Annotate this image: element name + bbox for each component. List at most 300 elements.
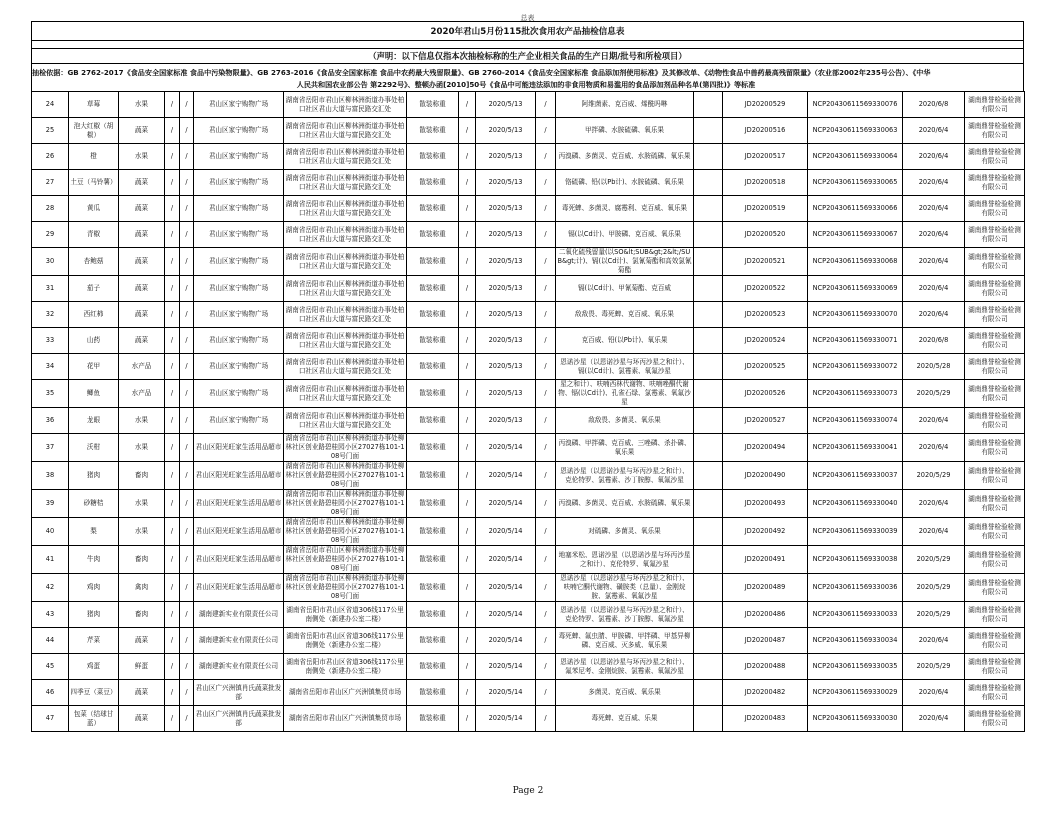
package-type-cell: 散装称重 — [407, 654, 459, 680]
table-body — [32, 92, 1025, 732]
lab-name-cell: 湖南鼎誉检验检测有限公司 — [965, 170, 1025, 196]
seller-name-cell: 君山区阳光旺家生活用品超市 — [194, 490, 284, 518]
manufacturer-cell: / — [536, 628, 556, 654]
product-category-cell: 水果 — [119, 490, 165, 518]
seller-name-cell: 君山区阳光旺家生活用品超市 — [194, 434, 284, 462]
report-date-cell: 2020/5/29 — [903, 546, 965, 574]
seller-address-cell: 湖南省岳阳市君山区柳林洲街道办事处柳林社区创业路碧桂园小区27027栋101-108号门面 — [285, 434, 405, 460]
product-category-cell: 蔬菜 — [119, 222, 165, 248]
table-row — [32, 248, 1025, 276]
test-items-cell: 恩诺沙星（以恩诺沙星与环丙沙星之和计）、呋喃它酮代谢物、磺胺类（总量）、金刚烷胺、氯霉素、氧氟沙星 — [556, 574, 694, 602]
brand-cell: / — [180, 170, 194, 196]
seller-name-cell: 君山区阳光旺家生活用品超市 — [194, 574, 284, 602]
sheet-label: 总表 — [520, 14, 535, 22]
manufacturer-cell: / — [536, 328, 556, 354]
report-date-cell: 2020/6/8 — [903, 328, 965, 354]
test-items-cell: 丙溴磷、甲拌磷、克百威、三唑磷、杀扑磷、氧乐果 — [556, 434, 694, 462]
test-items-cell: 对硫磷、多菌灵、氧乐果 — [556, 518, 694, 546]
batch-cell: / — [459, 222, 476, 248]
batch-cell: / — [459, 302, 476, 328]
result-blank-cell — [694, 276, 723, 302]
batch-cell: / — [459, 118, 476, 144]
spec-cell: / — [165, 248, 180, 276]
package-type-cell: 散装称重 — [407, 276, 459, 302]
seller-name-cell: 君山区家宁购物广场 — [194, 328, 284, 354]
row-number-cell: 39 — [32, 490, 69, 518]
product-name-cell: 沃柑 — [69, 434, 119, 462]
sample-id-cell: JD20200523 — [723, 302, 808, 328]
product-category-cell: 蔬菜 — [119, 706, 165, 732]
seller-address-cell: 湖南省岳阳市君山区柳林洲街道办事处柏口社区君山大道与富民路交汇处 — [284, 408, 407, 434]
spec-cell: / — [165, 462, 180, 490]
package-type-cell: 散装称重 — [407, 144, 459, 170]
manufacturer-cell: / — [536, 706, 556, 732]
lab-name-cell: 湖南鼎誉检验检测有限公司 — [965, 302, 1025, 328]
result-blank-cell — [694, 354, 723, 380]
batch-cell: / — [459, 546, 476, 574]
spec-cell: / — [165, 328, 180, 354]
sample-date-cell: 2020/5/14 — [476, 490, 536, 518]
report-date-cell: 2020/6/4 — [903, 222, 965, 248]
seller-name-cell: 君山区家宁购物广场 — [194, 354, 284, 380]
table-row — [32, 680, 1025, 706]
package-type-cell: 散装称重 — [407, 408, 459, 434]
result-blank-cell — [694, 490, 723, 518]
sample-id-cell: JD20200525 — [723, 354, 808, 380]
batch-cell: / — [459, 328, 476, 354]
package-type-cell: 散装称重 — [407, 518, 459, 546]
result-blank-cell — [694, 628, 723, 654]
row-number-cell: 36 — [32, 408, 69, 434]
lab-name-cell: 湖南鼎誉检验检测有限公司 — [965, 546, 1025, 574]
seller-name-cell: 君山区家宁购物广场 — [194, 92, 284, 118]
manufacturer-cell: / — [536, 248, 556, 276]
spec-cell: / — [165, 222, 180, 248]
row-number-cell: 47 — [32, 706, 69, 732]
product-name-cell: 砂糖桔 — [69, 490, 119, 518]
seller-name-cell: 君山区家宁购物广场 — [194, 380, 284, 408]
report-date-cell: 2020/6/4 — [903, 302, 965, 328]
lab-name-cell: 湖南鼎誉检验检测有限公司 — [965, 602, 1025, 628]
report-date-cell: 2020/6/4 — [903, 248, 965, 276]
report-title: 2020年君山5月份115批次食用农产品抽检信息表 — [31, 21, 1024, 41]
brand-cell: / — [180, 222, 194, 248]
lab-name-cell: 湖南鼎誉检验检测有限公司 — [965, 92, 1025, 118]
report-number-cell: NCP20430611569330070 — [808, 302, 903, 328]
table-row — [32, 602, 1025, 628]
batch-cell: / — [459, 170, 476, 196]
spec-cell: / — [165, 490, 180, 518]
lab-name-cell: 湖南鼎誉检验检测有限公司 — [965, 408, 1025, 434]
spec-cell: / — [165, 118, 180, 144]
sample-id-cell: JD20200486 — [723, 602, 808, 628]
batch-cell: / — [459, 602, 476, 628]
sample-id-cell: JD20200516 — [723, 118, 808, 144]
row-number-cell: 27 — [32, 170, 69, 196]
product-name-cell: 草莓 — [69, 92, 119, 118]
report-date-cell: 2020/5/29 — [903, 602, 965, 628]
manufacturer-cell: / — [536, 546, 556, 574]
sample-id-cell: JD20200527 — [723, 408, 808, 434]
product-category-cell: 畜肉 — [119, 462, 165, 490]
lab-name-cell: 湖南鼎誉检验检测有限公司 — [965, 518, 1025, 546]
sample-date-cell: 2020/5/14 — [476, 434, 536, 462]
package-type-cell: 散装称重 — [407, 222, 459, 248]
manufacturer-cell: / — [536, 408, 556, 434]
product-name-cell: 橙 — [69, 144, 119, 170]
test-items-cell: 镉(以Cd计)、甲氰菊酯、克百威 — [556, 276, 694, 302]
test-items-cell: 毒死蜱、多菌灵、腐霉利、克百威、氧乐果 — [556, 196, 694, 222]
spacer-row — [31, 41, 1024, 48]
sample-date-cell: 2020/5/13 — [476, 170, 536, 196]
brand-cell: / — [180, 546, 194, 574]
result-blank-cell — [694, 408, 723, 434]
lab-name-cell: 湖南鼎誉检验检测有限公司 — [965, 222, 1025, 248]
brand-cell: / — [180, 628, 194, 654]
page-number: Page 2 — [512, 786, 544, 796]
report-number-cell: NCP20430611569330065 — [808, 170, 903, 196]
sample-id-cell: JD20200489 — [723, 574, 808, 602]
row-number-cell: 25 — [32, 118, 69, 144]
seller-address-cell: 湖南省岳阳市君山区柳林洲街道办事处柳林社区创业路碧桂园小区27027栋101-108号门面 — [285, 546, 405, 572]
report-date-cell: 2020/5/29 — [903, 462, 965, 490]
seller-address-cell: 湖南省岳阳市君山区省道306线117公里南侧处（新建办公室二楼） — [284, 654, 407, 680]
lab-name-cell: 湖南鼎誉检验检测有限公司 — [965, 574, 1025, 602]
brand-cell: / — [180, 490, 194, 518]
spec-cell: / — [165, 170, 180, 196]
report-date-cell: 2020/6/4 — [903, 518, 965, 546]
seller-name-cell: 君山区广兴洲镇肖氏蔬菜批发部 — [194, 706, 284, 732]
disclaimer-notice: （声明：以下信息仅指本次抽检标称的生产企业相关食品的生产日期/批号和所检项目） — [31, 48, 1024, 64]
sample-id-cell: JD20200483 — [723, 706, 808, 732]
brand-cell: / — [180, 518, 194, 546]
result-blank-cell — [694, 680, 723, 706]
lab-name-cell: 湖南鼎誉检验检测有限公司 — [965, 196, 1025, 222]
sample-date-cell: 2020/5/13 — [476, 92, 536, 118]
lab-name-cell: 湖南鼎誉检验检测有限公司 — [965, 354, 1025, 380]
package-type-cell: 散装称重 — [407, 628, 459, 654]
result-blank-cell — [694, 654, 723, 680]
seller-address-cell: 湖南省岳阳市君山区柳林洲街道办事处柏口社区君山大道与富民路交汇处 — [284, 302, 407, 328]
row-number-cell: 40 — [32, 518, 69, 546]
package-type-cell: 散装称重 — [407, 462, 459, 490]
report-number-cell: NCP20430611569330035 — [808, 654, 903, 680]
report-date-cell: 2020/5/29 — [903, 574, 965, 602]
batch-cell: / — [459, 434, 476, 462]
product-name-cell: 猪肉 — [69, 602, 119, 628]
seller-address-cell: 湖南省岳阳市君山区省道306线117公里南侧处（新建办公室二楼） — [284, 602, 407, 628]
package-type-cell: 散装称重 — [407, 92, 459, 118]
brand-cell: / — [180, 196, 194, 222]
seller-name-cell: 君山区家宁购物广场 — [194, 408, 284, 434]
row-number-cell: 46 — [32, 680, 69, 706]
seller-name-cell: 君山区家宁购物广场 — [194, 302, 284, 328]
row-number-cell: 30 — [32, 248, 69, 276]
table-row — [32, 518, 1025, 546]
seller-name-cell: 君山区家宁购物广场 — [194, 276, 284, 302]
row-number-cell: 26 — [32, 144, 69, 170]
seller-address-cell: 湖南省岳阳市君山区省道306线117公里南侧处（新建办公室二楼） — [284, 628, 407, 654]
report-date-cell: 2020/6/4 — [903, 680, 965, 706]
seller-address-cell: 湖南省岳阳市君山区柳林洲街道办事处柏口社区君山大道与富民路交汇处 — [284, 118, 407, 144]
lab-name-cell: 湖南鼎誉检验检测有限公司 — [965, 706, 1025, 732]
report-date-cell: 2020/6/4 — [903, 434, 965, 462]
product-category-cell: 蔬菜 — [119, 328, 165, 354]
report-number-cell: NCP20430611569330029 — [808, 680, 903, 706]
table-row — [32, 574, 1025, 602]
report-number-cell: NCP20430611569330037 — [808, 462, 903, 490]
package-type-cell: 散装称重 — [407, 574, 459, 602]
manufacturer-cell: / — [536, 196, 556, 222]
test-items-cell: 毒死蜱、克百威、乐果 — [556, 706, 694, 732]
row-number-cell: 33 — [32, 328, 69, 354]
test-items-cell: 铬硫磷、铅(以Pb计)、水胺硫磷、氧乐果 — [556, 170, 694, 196]
manufacturer-cell: / — [536, 118, 556, 144]
batch-cell: / — [459, 628, 476, 654]
test-items-cell: 星之和计）、呋喃西林代谢物、呋喃唑酮代谢物、镉(以Cd计)、孔雀石绿、氯霉素、氧氟沙星 — [556, 380, 694, 408]
product-category-cell: 禽肉 — [119, 574, 165, 602]
sample-date-cell: 2020/5/13 — [476, 196, 536, 222]
result-blank-cell — [694, 574, 723, 602]
manufacturer-cell: / — [536, 170, 556, 196]
product-category-cell: 蔬菜 — [119, 276, 165, 302]
seller-address-cell: 湖南省岳阳市君山区柳林洲街道办事处柏口社区君山大道与富民路交汇处 — [284, 248, 407, 276]
lab-name-cell: 湖南鼎誉检验检测有限公司 — [965, 654, 1025, 680]
report-number-cell: NCP20430611569330036 — [808, 574, 903, 602]
result-blank-cell — [694, 328, 723, 354]
sample-date-cell: 2020/5/14 — [476, 462, 536, 490]
seller-name-cell: 君山区广兴洲镇肖氏蔬菜批发部 — [194, 680, 284, 706]
spec-cell: / — [165, 380, 180, 408]
test-items-cell: 恩诺沙星（以恩诺沙星与环丙沙星之和计）、镉(以Cd计)、氯霉素、氧氟沙星 — [556, 354, 694, 380]
seller-address-cell: 湖南省岳阳市君山区柳林洲街道办事处柳林社区创业路碧桂园小区27027栋101-108号门面 — [285, 490, 405, 516]
result-blank-cell — [694, 706, 723, 732]
seller-address-cell: 湖南省岳阳市君山区柳林洲街道办事处柏口社区君山大道与富民路交汇处 — [284, 170, 407, 196]
manufacturer-cell: / — [536, 354, 556, 380]
seller-address-cell: 湖南省岳阳市君山区柳林洲街道办事处柏口社区君山大道与富民路交汇处 — [284, 328, 407, 354]
test-items-cell: 恩诺沙星（以恩诺沙星与环丙沙星之和计）、氟苯尼考、金刚烷胺、氯霉素、氧氟沙星 — [556, 654, 694, 680]
report-date-cell: 2020/6/4 — [903, 118, 965, 144]
table-row — [32, 434, 1025, 462]
batch-cell: / — [459, 462, 476, 490]
batch-cell: / — [459, 276, 476, 302]
report-date-cell: 2020/6/4 — [903, 706, 965, 732]
sample-id-cell: JD20200482 — [723, 680, 808, 706]
product-name-cell: 泡大红椒（胡椒） — [69, 118, 119, 144]
sample-date-cell: 2020/5/14 — [476, 602, 536, 628]
seller-address-cell: 湖南省岳阳市君山区柳林洲街道办事处柏口社区君山大道与富民路交汇处 — [284, 380, 407, 408]
table-row — [32, 354, 1025, 380]
spec-cell: / — [165, 628, 180, 654]
package-type-cell: 散装称重 — [407, 248, 459, 276]
row-number-cell: 45 — [32, 654, 69, 680]
brand-cell: / — [180, 654, 194, 680]
sample-id-cell: JD20200494 — [723, 434, 808, 462]
seller-address-cell: 湖南省岳阳市君山区柳林洲街道办事处柳林社区创业路碧桂园小区27027栋101-108号门面 — [285, 518, 405, 544]
brand-cell: / — [180, 248, 194, 276]
brand-cell: / — [180, 602, 194, 628]
product-category-cell: 畜肉 — [119, 602, 165, 628]
report-number-cell: NCP20430611569330076 — [808, 92, 903, 118]
package-type-cell: 散装称重 — [407, 434, 459, 462]
report-number-cell: NCP20430611569330074 — [808, 408, 903, 434]
result-blank-cell — [694, 380, 723, 408]
package-type-cell: 散装称重 — [407, 380, 459, 408]
manufacturer-cell: / — [536, 490, 556, 518]
seller-address-cell: 湖南省岳阳市君山区柳林洲街道办事处柏口社区君山大道与富民路交汇处 — [284, 196, 407, 222]
report-number-cell: NCP20430611569330067 — [808, 222, 903, 248]
lab-name-cell: 湖南鼎誉检验检测有限公司 — [965, 434, 1025, 462]
sample-date-cell: 2020/5/14 — [476, 518, 536, 546]
report-number-cell: NCP20430611569330039 — [808, 518, 903, 546]
result-blank-cell — [694, 518, 723, 546]
table-row — [32, 92, 1025, 118]
seller-name-cell: 君山区家宁购物广场 — [194, 170, 284, 196]
result-blank-cell — [694, 196, 723, 222]
report-date-cell: 2020/6/4 — [903, 196, 965, 222]
sample-date-cell: 2020/5/13 — [476, 276, 536, 302]
sample-date-cell: 2020/5/13 — [476, 380, 536, 408]
batch-cell: / — [459, 92, 476, 118]
spec-cell: / — [165, 518, 180, 546]
product-name-cell: 花甲 — [69, 354, 119, 380]
spec-cell: / — [165, 408, 180, 434]
seller-address-cell: 湖南省岳阳市君山区广兴洲镇集贸市场 — [284, 706, 407, 732]
package-type-cell: 散装称重 — [407, 546, 459, 574]
product-name-cell: 黄瓜 — [69, 196, 119, 222]
row-number-cell: 35 — [32, 380, 69, 408]
seller-name-cell: 君山区家宁购物广场 — [194, 248, 284, 276]
report-number-cell: NCP20430611569330034 — [808, 628, 903, 654]
sample-id-cell: JD20200493 — [723, 490, 808, 518]
spec-cell: / — [165, 354, 180, 380]
manufacturer-cell: / — [536, 144, 556, 170]
product-category-cell: 鲜蛋 — [119, 654, 165, 680]
product-name-cell: 鲫鱼 — [69, 380, 119, 408]
batch-cell: / — [459, 706, 476, 732]
manufacturer-cell: / — [536, 222, 556, 248]
test-items-cell: 阿维菌素、克百威、烯酰吗啉 — [556, 92, 694, 118]
package-type-cell: 散装称重 — [407, 354, 459, 380]
result-blank-cell — [694, 462, 723, 490]
lab-name-cell: 湖南鼎誉检验检测有限公司 — [965, 144, 1025, 170]
product-name-cell: 山药 — [69, 328, 119, 354]
table-row — [32, 144, 1025, 170]
spec-cell: / — [165, 602, 180, 628]
spec-cell: / — [165, 276, 180, 302]
product-category-cell: 蔬菜 — [119, 248, 165, 276]
package-type-cell: 散装称重 — [407, 680, 459, 706]
row-number-cell: 41 — [32, 546, 69, 574]
report-date-cell: 2020/6/4 — [903, 408, 965, 434]
result-blank-cell — [694, 144, 723, 170]
product-category-cell: 水果 — [119, 144, 165, 170]
product-category-cell: 水果 — [119, 434, 165, 462]
batch-cell: / — [459, 408, 476, 434]
lab-name-cell: 湖南鼎誉检验检测有限公司 — [965, 276, 1025, 302]
package-type-cell: 散装称重 — [407, 118, 459, 144]
test-items-cell: 恩诺沙星（以恩诺沙星与环丙沙星之和计）、克伦特罗、氯霉素、沙丁胺醇、氧氟沙星 — [556, 602, 694, 628]
sample-id-cell: JD20200524 — [723, 328, 808, 354]
product-name-cell: 芹菜 — [69, 628, 119, 654]
result-blank-cell — [694, 170, 723, 196]
seller-name-cell: 君山区阳光旺家生活用品超市 — [194, 462, 284, 490]
sample-date-cell: 2020/5/14 — [476, 628, 536, 654]
report-date-cell: 2020/5/28 — [903, 354, 965, 380]
product-category-cell: 畜肉 — [119, 546, 165, 574]
product-name-cell: 土豆（马铃薯） — [69, 170, 119, 196]
sample-id-cell: JD20200487 — [723, 628, 808, 654]
lab-name-cell: 湖南鼎誉检验检测有限公司 — [965, 248, 1025, 276]
spec-cell: / — [165, 144, 180, 170]
seller-name-cell: 君山区家宁购物广场 — [194, 196, 284, 222]
table-row — [32, 222, 1025, 248]
lab-name-cell: 湖南鼎誉检验检测有限公司 — [965, 118, 1025, 144]
product-category-cell: 蔬菜 — [119, 302, 165, 328]
product-category-cell: 蔬菜 — [119, 680, 165, 706]
seller-name-cell: 君山区家宁购物广场 — [194, 144, 284, 170]
seller-name-cell: 湖南建新实业有限责任公司 — [194, 654, 284, 680]
sample-id-cell: JD20200529 — [723, 92, 808, 118]
test-items-cell: 多菌灵、克百威、氧乐果 — [556, 680, 694, 706]
report-date-cell: 2020/6/4 — [903, 628, 965, 654]
lab-name-cell: 湖南鼎誉检验检测有限公司 — [965, 462, 1025, 490]
table-row — [32, 462, 1025, 490]
sample-id-cell: JD20200521 — [723, 248, 808, 276]
batch-cell: / — [459, 574, 476, 602]
report-number-cell: NCP20430611569330066 — [808, 196, 903, 222]
brand-cell: / — [180, 354, 194, 380]
result-blank-cell — [694, 248, 723, 276]
sample-date-cell: 2020/5/13 — [476, 118, 536, 144]
brand-cell: / — [180, 462, 194, 490]
sample-date-cell: 2020/5/13 — [476, 302, 536, 328]
result-blank-cell — [694, 546, 723, 574]
brand-cell: / — [180, 144, 194, 170]
result-blank-cell — [694, 222, 723, 248]
spec-cell: / — [165, 196, 180, 222]
sample-date-cell: 2020/5/13 — [476, 408, 536, 434]
product-category-cell: 蔬菜 — [119, 170, 165, 196]
product-name-cell: 包菜（结球甘蓝） — [69, 706, 119, 732]
sample-date-cell: 2020/5/13 — [476, 328, 536, 354]
report-number-cell: NCP20430611569330041 — [808, 434, 903, 462]
sample-date-cell: 2020/5/14 — [476, 574, 536, 602]
product-name-cell: 西红柿 — [69, 302, 119, 328]
sample-date-cell: 2020/5/13 — [476, 248, 536, 276]
seller-address-cell: 湖南省岳阳市君山区柳林洲街道办事处柏口社区君山大道与富民路交汇处 — [284, 92, 407, 118]
seller-name-cell: 湖南建新实业有限责任公司 — [194, 628, 284, 654]
spec-cell: / — [165, 92, 180, 118]
brand-cell: / — [180, 92, 194, 118]
row-number-cell: 31 — [32, 276, 69, 302]
table-row — [32, 196, 1025, 222]
package-type-cell: 散装称重 — [407, 196, 459, 222]
seller-name-cell: 湖南建新实业有限责任公司 — [194, 602, 284, 628]
seller-address-cell: 湖南省岳阳市君山区柳林洲街道办事处柏口社区君山大道与富民路交汇处 — [284, 354, 407, 380]
report-number-cell: NCP20430611569330064 — [808, 144, 903, 170]
batch-cell: / — [459, 248, 476, 276]
sample-id-cell: JD20200492 — [723, 518, 808, 546]
package-type-cell: 散装称重 — [407, 490, 459, 518]
row-number-cell: 43 — [32, 602, 69, 628]
brand-cell: / — [180, 706, 194, 732]
table-row — [32, 546, 1025, 574]
brand-cell: / — [180, 328, 194, 354]
product-category-cell: 水产品 — [119, 354, 165, 380]
basis-line-2: 人民共和国农业部公告 第2292号》、整顿办函[2010]50号《食品中可能违法添加的非食用物质和易滥用的食品添加剂品种名单(第四批)》等标准 — [296, 80, 756, 89]
report-number-cell: NCP20430611569330033 — [808, 602, 903, 628]
